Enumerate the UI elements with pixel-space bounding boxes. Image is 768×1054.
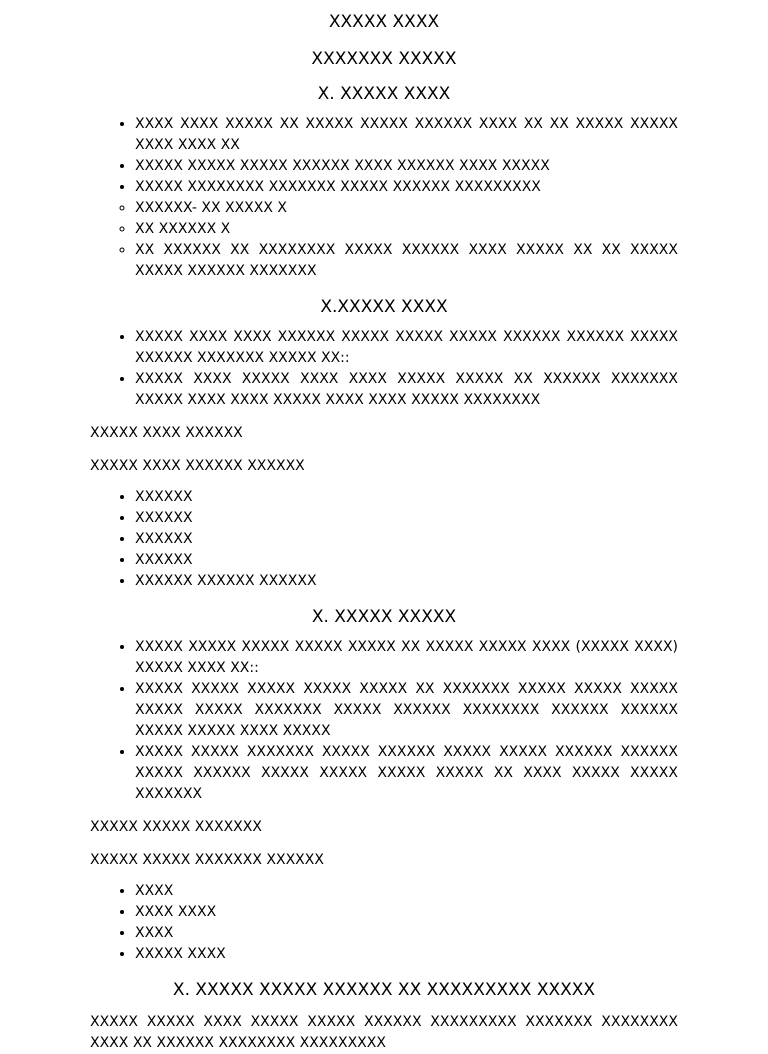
list-item: ◦ XXXXXX- XX XXXXX X (135, 198, 678, 219)
section-3-bullets (90, 637, 678, 805)
list-item: • XXXXX XXXXXXXX XXXXXXX XXXXX XXXXXX XXXXXXXXX (135, 177, 678, 198)
section-3-heading: X. XXXXX XXXXX (311, 607, 457, 627)
list-item: • XXXXX XXXX XXXX XXXXXX XXXXX XXXXX XXXXX XXXXXX XXXXXX XXXXX XXXXXX XXXXXXX XXXXX XX:: (135, 327, 678, 369)
section-4-heading: X. XXXXX XXXXX XXXXXX XX XXXXXXXXX XXXXX (172, 980, 596, 1000)
list-item: • XXXXX XXXX (135, 944, 678, 965)
document-title: XXXXX XXXX (328, 12, 440, 32)
document-subtitle: XXXXXXX XXXXX (311, 49, 457, 69)
list-item: • XXXXX XXXXX XXXXX XXXXX XXXXX XX XXXXXXX XXXXX XXXXX XXXXX XXXXX XXXXX XXXXXXX XXXXX XXXXXX XXXXXXXX XXXXXX XXXXXX XXXXX XXXXX XXXX XXXXX (135, 679, 678, 742)
list-item: • XXXX XXXX XXXXX XX XXXXX XXXXX XXXXXX XXXX XX XX XXXXX XXXXX XXXX XXXX XX (135, 114, 678, 156)
section-2-list (90, 487, 678, 592)
list-item: • XXXXXX XXXXXX XXXXXX (135, 571, 678, 592)
section-3-paragraph-2: XXXXX XXXXX XXXXXXX XXXXXX (90, 852, 324, 868)
list-item: • XXXXX XXXXX XXXXX XXXXXX XXXX XXXXXX XXXX XXXXX (135, 156, 678, 177)
section-3-list (90, 881, 678, 965)
list-item: • XXXXXX (135, 508, 678, 529)
list-item: • XXXXX XXXXX XXXXX XXXXX XXXXX XX XXXXX XXXXX XXXX (XXXXX XXXX) XXXXX XXXX XX:: (135, 637, 678, 679)
list-item: • XXXX (135, 923, 678, 944)
list-item: • XXXXXX (135, 550, 678, 571)
section-2-paragraph-2: XXXXX XXXX XXXXXX XXXXXX (90, 458, 305, 474)
section-1-sub-bullets (90, 198, 678, 282)
list-item: • XXXX (135, 881, 678, 902)
list-item: • XXXXX XXXXX XXXXXXX XXXXX XXXXXX XXXXX XXXXX XXXXXX XXXXXX XXXXX XXXXXX XXXXX XXXXX XXXXX XXXXX XX XXXX XXXXX XXXXX XXXXXXX (135, 742, 678, 805)
list-item: • XXXX XXXX (135, 902, 678, 923)
section-2-bullets (90, 327, 678, 411)
list-item: • XXXXXX (135, 529, 678, 550)
list-item: ◦ XX XXXXXX XX XXXXXXXX XXXXX XXXXXX XXXX XXXXX XX XX XXXXX XXXXX XXXXXX XXXXXXX (135, 240, 678, 282)
list-item: • XXXXX XXXX XXXXX XXXX XXXX XXXXX XXXXX XX XXXXXX XXXXXXX XXXXX XXXX XXXX XXXXX XXXX XXXX XXXXX XXXXXXXX (135, 369, 678, 411)
document-page (90, 0, 678, 1054)
section-1-bullets (90, 114, 678, 198)
section-1-heading: X. XXXXX XXXX (317, 84, 451, 104)
section-4-paragraph: XXXXX XXXXX XXXX XXXXX XXXXX XXXXXX XXXXXXXXX XXXXXXX XXXXXXXX XXXX XX XXXXXX XXXXXXXX XXXXXXXXX (90, 1014, 678, 1051)
section-2-heading: X.XXXXX XXXX (320, 297, 448, 317)
list-item: ◦ XX XXXXXX X (135, 219, 678, 240)
section-3-paragraph-1: XXXXX XXXXX XXXXXXX (90, 819, 262, 835)
section-2-paragraph-1: XXXXX XXXX XXXXXX (90, 425, 243, 441)
list-item: • XXXXXX (135, 487, 678, 508)
